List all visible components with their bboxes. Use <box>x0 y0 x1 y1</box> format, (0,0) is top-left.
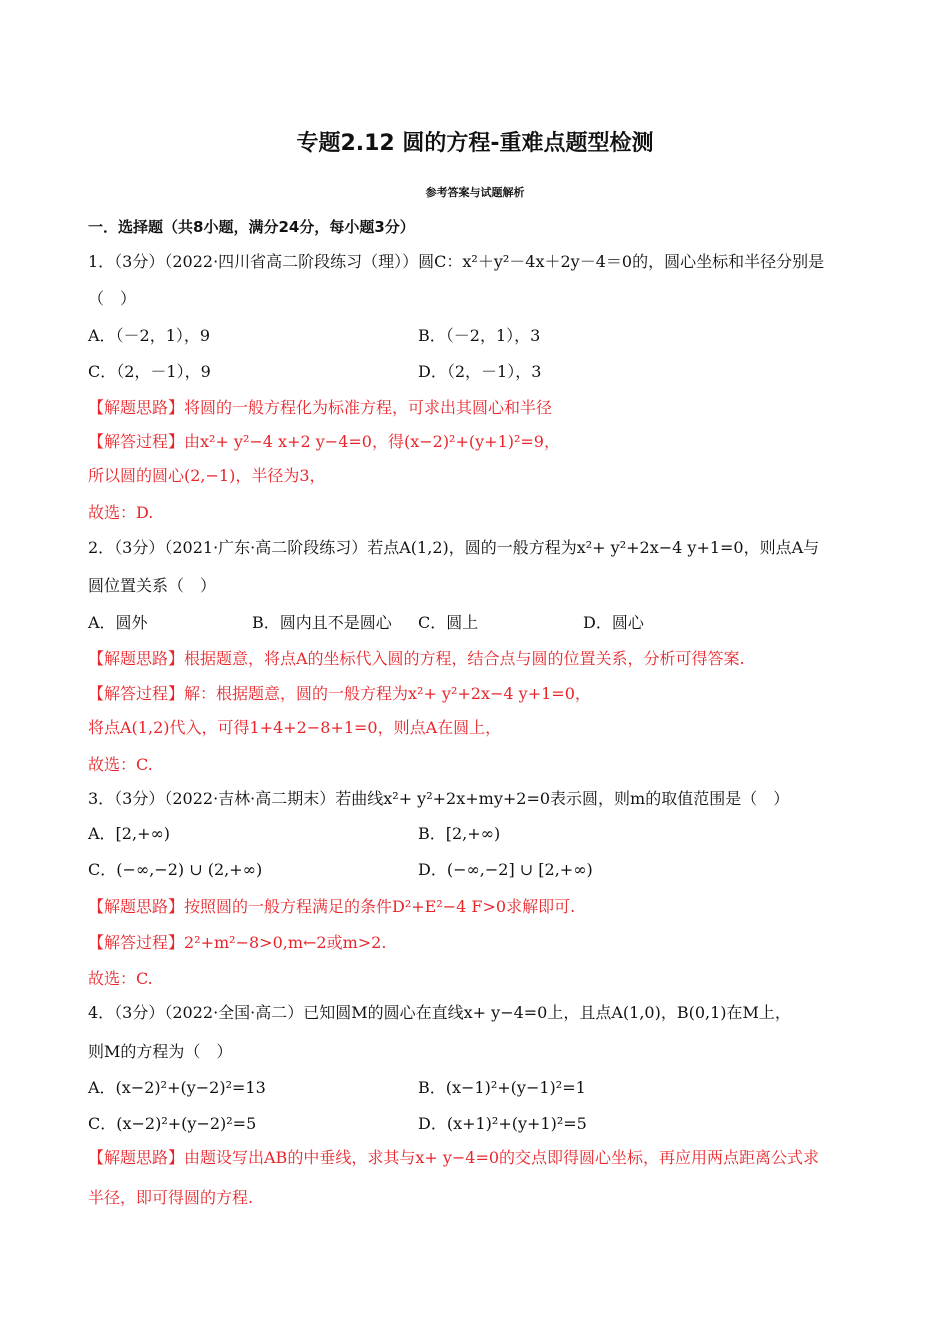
question-2-idea: 【解题思路】根据题意，将点A的坐标代入圆的方程，结合点与圆的位置关系，分析可得答案. <box>88 649 745 668</box>
section-heading: 一．选择题（共8小题，满分24分，每小题3分） <box>88 218 415 236</box>
question-1-option-a: A．（－2，1），9 <box>88 326 211 345</box>
question-3-stem: 3．（3分）（2022·吉林·高二期末）若曲线x²+ y²+2x+my+2=0表示圆，则m的取值范围是（ ） <box>88 789 790 808</box>
question-4-stem: 4．（3分）（2022·全国·高二）已知圆M的圆心在直线x+ y−4=0上，且点A(1,0)，B(0,1)在M上， <box>88 1003 791 1022</box>
question-4-option-a: A．(x−2)²+(y−2)²=13 <box>88 1078 266 1097</box>
question-2-option-a: A．圆外 <box>88 613 148 632</box>
question-1-option-c: C．（2，－1），9 <box>88 362 211 381</box>
question-4-idea-cont: 半径，即可得圆的方程. <box>88 1188 254 1207</box>
question-1-option-d: D．（2，－1），3 <box>418 362 542 381</box>
question-3-process: 【解答过程】2²+m²−8>0,m←2或m>2. <box>88 933 387 952</box>
question-1-stem: 1．（3分）（2022·四川省高二阶段练习（理））圆C：x²＋y²－4x＋2y－4＝0的，圆心坐标和半径分别是 <box>88 252 825 271</box>
question-1-idea: 【解题思路】将圆的一般方程化为标准方程，可求出其圆心和半径 <box>88 398 553 417</box>
question-1-process-cont: 所以圆的圆心(2,−1)，半径为3， <box>88 466 326 485</box>
page-title: 专题2.12 圆的方程-重难点题型检测 <box>296 131 654 156</box>
question-2-option-d: D．圆心 <box>583 613 644 632</box>
question-2-stem-cont: 圆位置关系（ ） <box>88 576 217 595</box>
question-1-answer: 故选：D. <box>88 503 154 522</box>
question-2-option-c: C．圆上 <box>418 613 479 632</box>
question-2-answer: 故选：C. <box>88 755 153 774</box>
question-3-idea: 【解题思路】按照圆的一般方程满足的条件D²+E²−4 F>0求解即可. <box>88 897 576 916</box>
question-1-process: 【解答过程】由x²+ y²−4 x+2 y−4=0，得(x−2)²+(y+1)²=9， <box>88 432 560 451</box>
question-3-answer: 故选：C. <box>88 969 153 988</box>
question-4-option-d: D．(x+1)²+(y+1)²=5 <box>418 1114 587 1133</box>
question-1-option-b: B．（－2，1），3 <box>418 326 541 345</box>
question-2-process: 【解答过程】解：根据题意，圆的一般方程为x²+ y²+2x−4 y+1=0， <box>88 684 591 703</box>
page-subtitle: 参考答案与试题解析 <box>425 186 525 199</box>
question-2-process-cont: 将点A(1,2)代入，可得1+4+2−8+1=0，则点A在圆上， <box>88 718 502 737</box>
question-4-stem-cont: 则M的方程为（ ） <box>88 1042 233 1061</box>
question-2-option-b: B．圆内且不是圆心 <box>252 613 392 632</box>
question-3-option-c: C．(−∞,−2) ∪ (2,+∞) <box>88 860 263 879</box>
question-4-idea: 【解题思路】由题设写出AB的中垂线，求其与x+ y−4=0的交点即得圆心坐标，再应用两点距离公式求 <box>88 1148 820 1167</box>
question-3-option-d: D．(−∞,−2] ∪ [2,+∞) <box>418 860 593 879</box>
question-3-option-b: B．[2,+∞) <box>418 824 501 843</box>
question-4-option-b: B．(x−1)²+(y−1)²=1 <box>418 1078 586 1097</box>
question-1-stem-cont: （ ） <box>88 289 137 308</box>
question-4-option-c: C．(x−2)²+(y−2)²=5 <box>88 1114 257 1133</box>
question-3-option-a: A．[2,+∞) <box>88 824 171 843</box>
question-2-stem: 2．（3分）（2021·广东·高二阶段练习）若点A(1,2)，圆的一般方程为x²+ y²+2x−4 y+1=0，则点A与 <box>88 538 820 557</box>
